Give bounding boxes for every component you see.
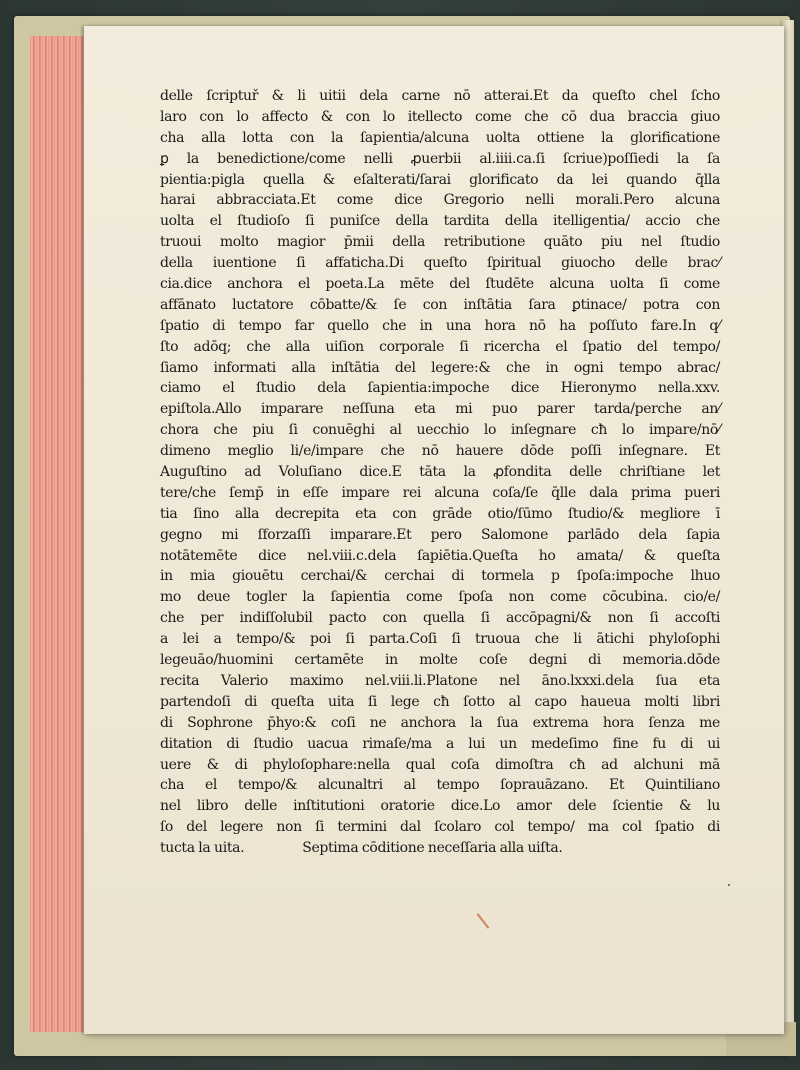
text-line: ditation di ſtudio uacua rimaſe/ma a lui un medeſimo fine fu di ui xyxy=(160,735,720,752)
text-line: delle ſcriptuř & li uitii dela carne nō atterai.Et da queſto chel ſcho xyxy=(160,88,720,104)
text-line: tere/che ſemp̄ in eſſe impare rei alcuna coſa/ſe q̄lle dala prima pueri xyxy=(160,484,720,501)
page-text xyxy=(160,86,720,859)
text-line: epiſtola.Allo imparare neſſuna eta mi puo parer tarda/perche an⁄ xyxy=(160,401,720,418)
text-line: a lei a tempo/& poi ſi parta.Coſi ſi truoua che li ātichi phyloſophi xyxy=(160,631,720,648)
text-line: recita Valerio maximo nel.viii.li.Platone nel āno.lxxxi.dela ſua eta xyxy=(160,672,720,689)
text-line: ſpatio di tempo far quello che in una hora nō ha poſſuto fare.In q⁄ xyxy=(160,317,720,334)
text-line: nel libro delle inſtitutioni oratorie dice.Lo amor dele ſcientie & lu xyxy=(160,798,720,815)
text-line: che per indiſſolubil pacto con quella ſi accōpagni/& non ſi accoſti xyxy=(160,610,720,627)
text-line: ſto adōq; che alla uiſion corporale ſi ricercha el ſpatio del tempo/ xyxy=(160,338,720,355)
text-line: uolta el ſtudioſo ſi puniſce della tardita della itelligentia/ accio che xyxy=(160,213,720,230)
text-line: della iuentione ſi affaticha.Di queſto ſpiritual giuocho delle brac⁄ xyxy=(160,255,720,272)
text-line: ſo del legere non ſi termini dal ſcolaro col tempo/ ma col ſpatio di xyxy=(160,819,720,836)
ink-dot xyxy=(728,884,730,886)
text-line: notātemēte dice nel.viii.c.dela ſapiētia.Queſta ho amata/ & queſta xyxy=(160,547,720,564)
text-line: ſiamo informati alla inſtātia del legere:& che in ogni tempo abrac/ xyxy=(160,359,720,376)
text-line: truoui molto magior p̄mii della retributione quāto piu nel ſtudio xyxy=(160,234,720,251)
text-line: di Sophrone p̄hyo:& coſi ne anchora la ſua extrema hora ſenza me xyxy=(160,714,720,731)
text-line: ꝑ la benedictione/come nelli ꝓuerbii al.iiii.ca.ſi ſcriue)poſſiedi la ſa xyxy=(160,150,720,167)
text-line: Auguſtino ad Voluſiano dice.E tāta la ꝓfondita delle chriſtiane let xyxy=(160,464,720,481)
text-line: legeuāo/huomini certamēte in molte coſe degni di memoria.dōde xyxy=(160,652,720,669)
text-line: cha alla lotta con la ſapientia/alcuna uolta ottiene la glorificatione xyxy=(160,129,720,146)
text-line: harai abbracciata.Et come dice Gregorio nelli morali.Pero alcuna xyxy=(160,192,720,209)
text-line: cha el tempo/& alcunaltri al tempo ſoprauāzano. Et Quintiliano xyxy=(160,777,720,794)
text-line: pientia:pigla quella & eſalterati/ſarai glorificato da lei quando q̄lla xyxy=(160,171,720,188)
chapter-heading: Septima cōditione neceſſaria alla uiſta. xyxy=(302,840,563,857)
text-line: partendoſi di queſta uita ſi lege cħ ſotto al capo haueua molti libri xyxy=(160,693,720,710)
text-line: tia ſino alla decrepita eta con grāde otio/ſūmo ſtudio/& megliore ī xyxy=(160,505,720,522)
text-line: dimeno meglio li/e/impare che nō hauere dōde poſſi inſegnare. Et xyxy=(160,443,720,460)
text-line: uere & di phyloſophare:nella qual coſa dimoſtra cħ ad alchuni mā xyxy=(160,756,720,773)
text-line: laro con lo affecto & con lo itellecto come che cō dua braccia giuo xyxy=(160,108,720,125)
final-text-line xyxy=(160,838,720,859)
text-line: ciamo el ſtudio dela ſapientia:impoche dice Hieronymo nella.xxv. xyxy=(160,380,720,397)
text-line: in mia giouētu cerchai/& cerchai di tormela p ſpoſa:impoche lhuo xyxy=(160,568,720,585)
text-line: cia.dice anchora el poeta.La mēte del ſtudēte alcuna uolta ſi come xyxy=(160,276,720,293)
text-line: mo deue togler la ſapientia come ſpoſa non come cōcubina. cio/e/ xyxy=(160,589,720,606)
text-line: affānato luctatore cōbatte/& ſe con inſtātia ſara ꝑtinace/ potra con xyxy=(160,296,720,313)
red-page-edges xyxy=(30,36,90,1032)
text-line-end: tucta la uita. xyxy=(160,840,245,857)
text-line: chora che piu ſi conuēghi al uecchio lo inſegnare cħ lo impare/nō⁄ xyxy=(160,422,720,439)
text-line: gegno mi ſforzaſſi imparare.Et pero Salomone parlādo dela ſapia xyxy=(160,526,720,543)
